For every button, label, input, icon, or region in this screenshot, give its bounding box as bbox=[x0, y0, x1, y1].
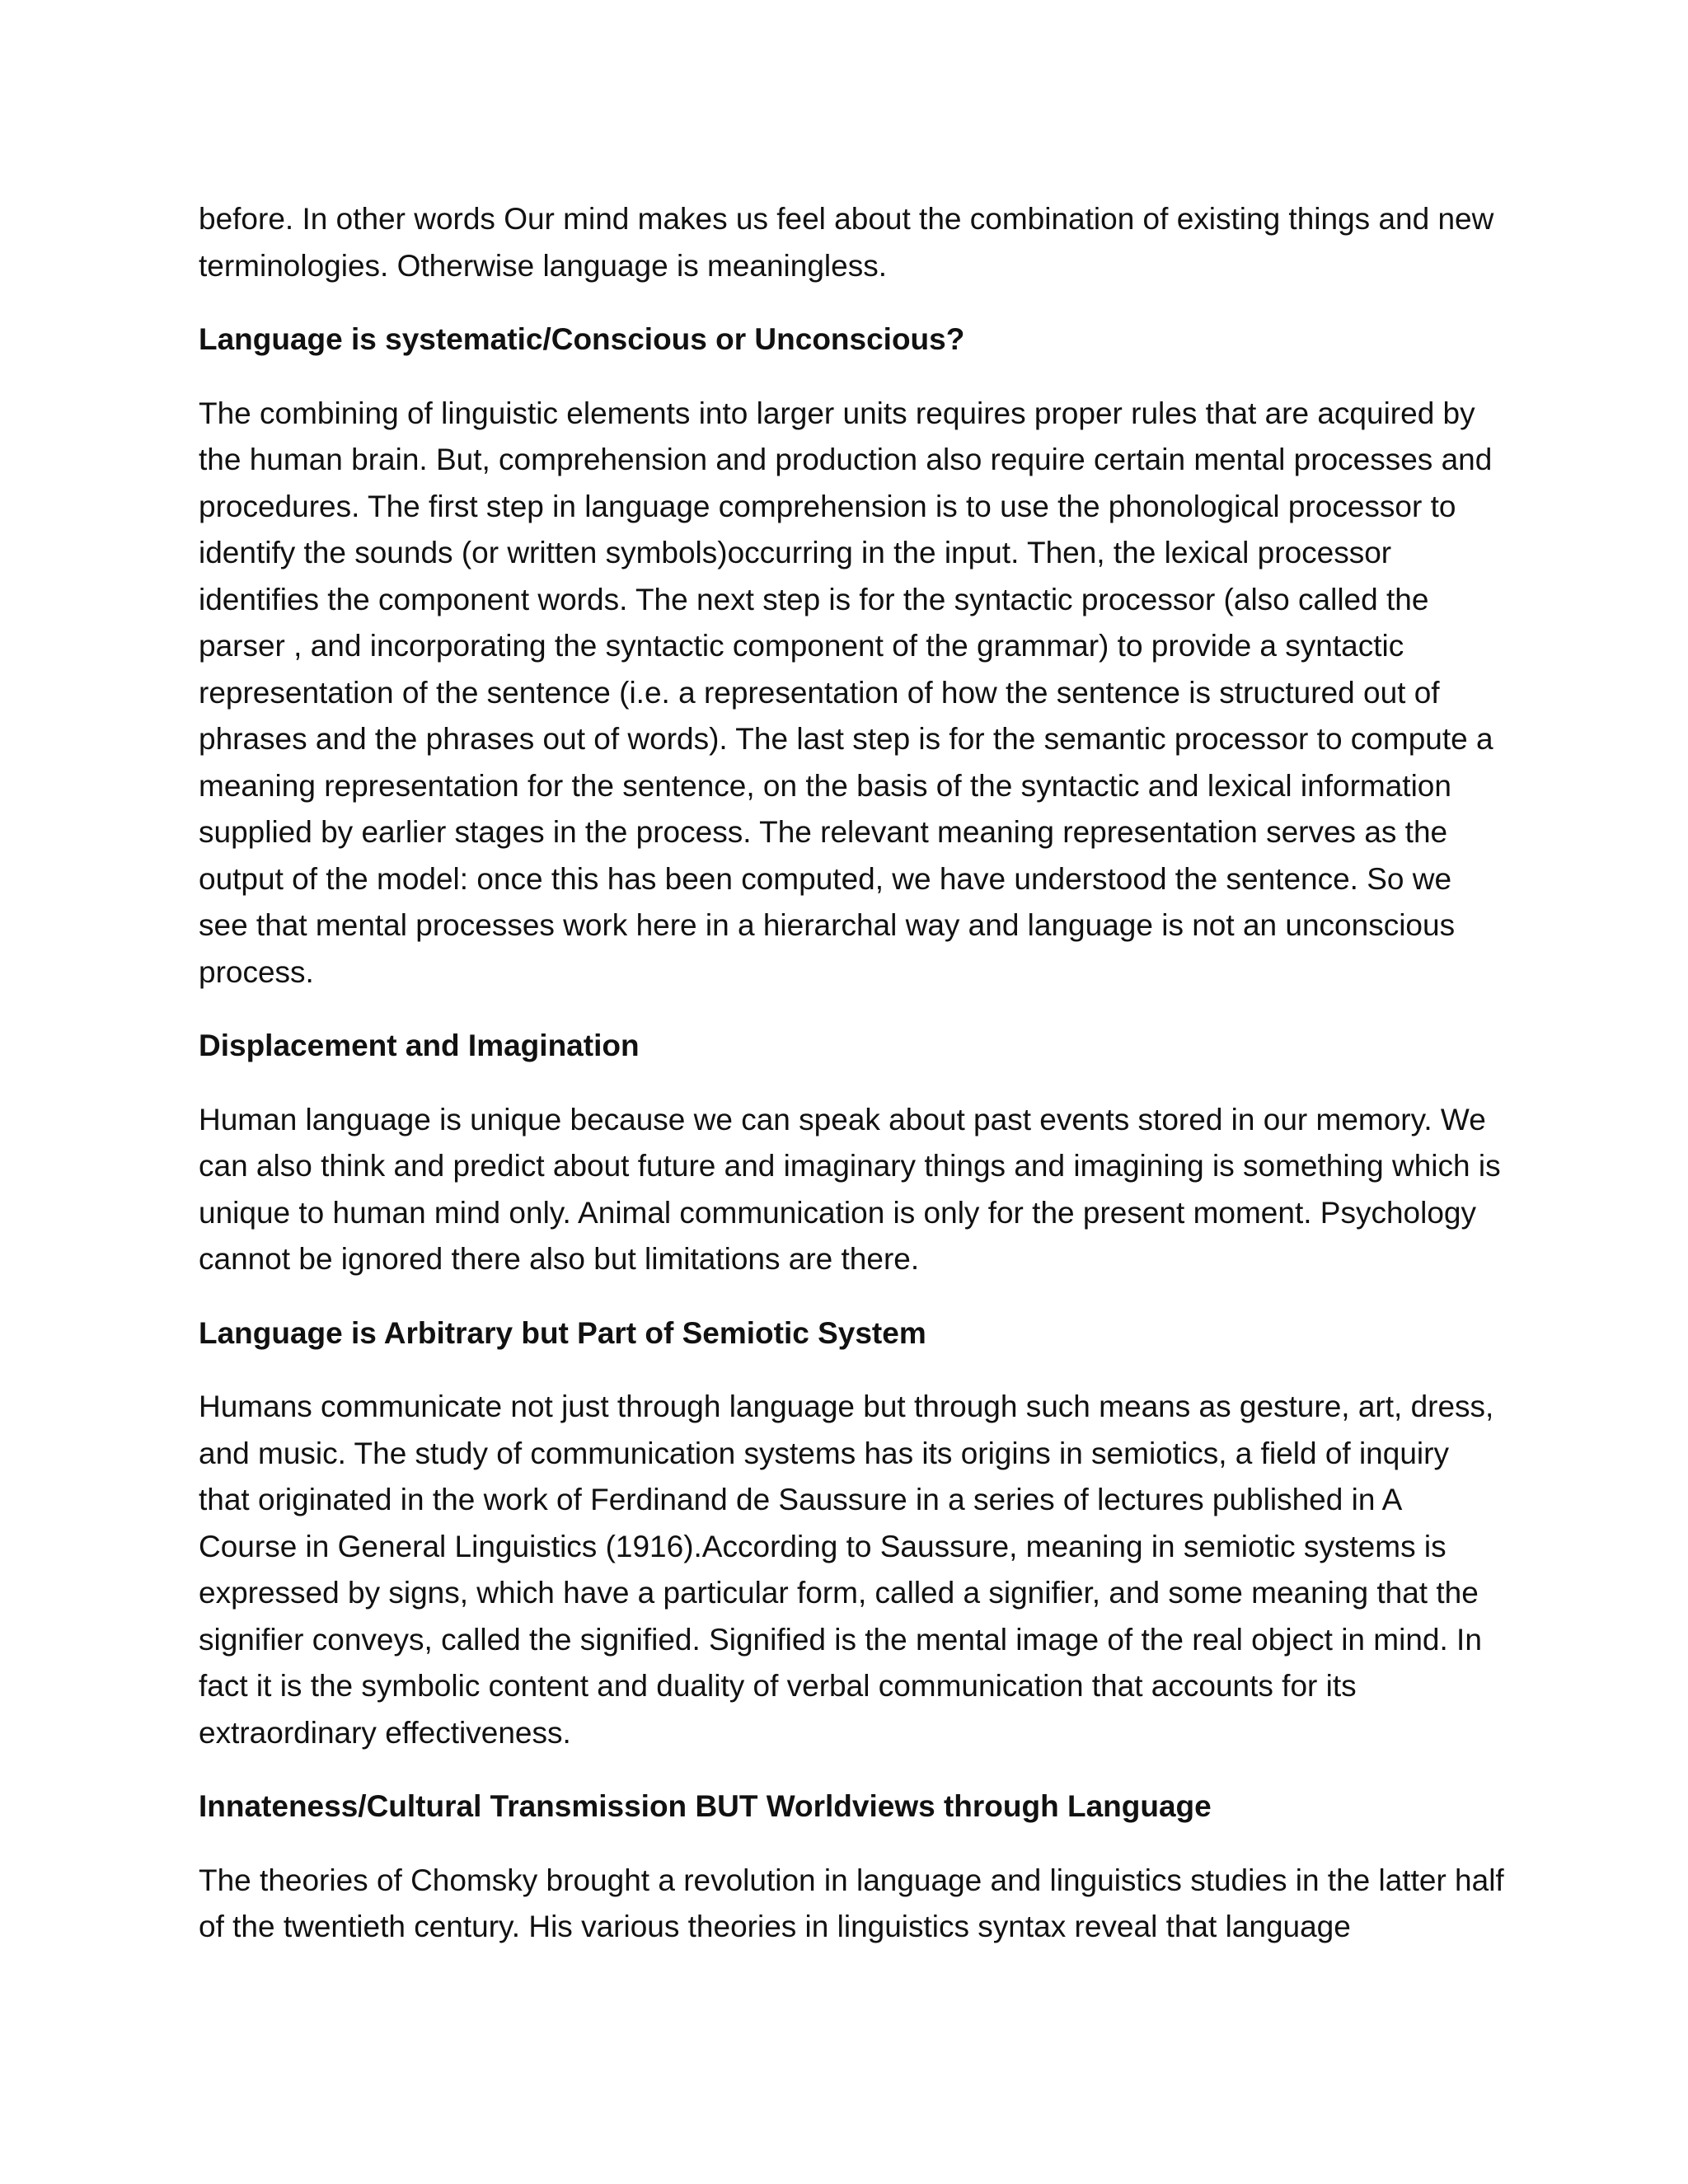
document-body bbox=[199, 196, 1506, 1978]
heading-innateness-cultural: Innateness/Cultural Transmission BUT Worldviews through Language bbox=[199, 1789, 1212, 1823]
paragraph-arbitrary-semiotic: Humans communicate not just through language but through such means as gesture, art, dress, and music. The study of communication systems has its origins in semiotics, a field of inquiry that originated in the work of Ferdinand de Saussure in a series of lectures published in A Course in General Linguistics (1916).According to Saussure, meaning in semiotic systems is expressed by signs, which have a particular form, called a signifier, and some meaning that the signifier conveys, called the signified. Signified is the mental image of the real object in mind. In fact it is the symbolic content and duality of verbal communication that accounts for its extraordinary effectiveness. bbox=[199, 1390, 1494, 1750]
paragraph-displacement-imagination: Human language is unique because we can speak about past events stored in our memory. We can also think and predict about future and imaginary things and imagining is something which is unique to human mind only. Animal communication is only for the present moment. Psychology cannot be ignored there also but limitations are there. bbox=[199, 1102, 1501, 1276]
paragraph-intro-continuation: before. In other words Our mind makes us feel about the combination of existing things and new terminologies. Otherwise language is meaningless. bbox=[199, 202, 1494, 283]
heading-language-systematic: Language is systematic/Conscious or Unconscious? bbox=[199, 322, 965, 356]
heading-displacement-imagination: Displacement and Imagination bbox=[199, 1029, 640, 1062]
paragraph-innateness-cultural: The theories of Chomsky brought a revolution in language and linguistics studies in the latter half of the twentieth century. His various theories in linguistics syntax reveal that language bbox=[199, 1863, 1504, 1943]
heading-arbitrary-semiotic: Language is Arbitrary but Part of Semiotic System bbox=[199, 1315, 926, 1350]
paragraph-language-systematic: The combining of linguistic elements into larger units requires proper rules that are acquired by the human brain. But, comprehension and production also require certain mental processes and procedures. The first step in language comprehension is to use the phonological processor to identify the sounds (or written symbols)occurring in the input. Then, the lexical processor identifies the component words. The next step is for the syntactic processor (also called the parser , and incorporating the syntactic component of the grammar) to provide a syntactic representation of the sentence (i.e. a representation of how the sentence is structured out of phrases and the phrases out of words). The last step is for the semantic processor to compute a meaning representation for the sentence, on the basis of the syntactic and lexical information supplied by earlier stages in the process. The relevant meaning representation serves as the output of the model: once this has been computed, we have understood the sentence. So we see that mental processes work here in a hierarchal way and language is not an unconscious process. bbox=[199, 396, 1493, 989]
